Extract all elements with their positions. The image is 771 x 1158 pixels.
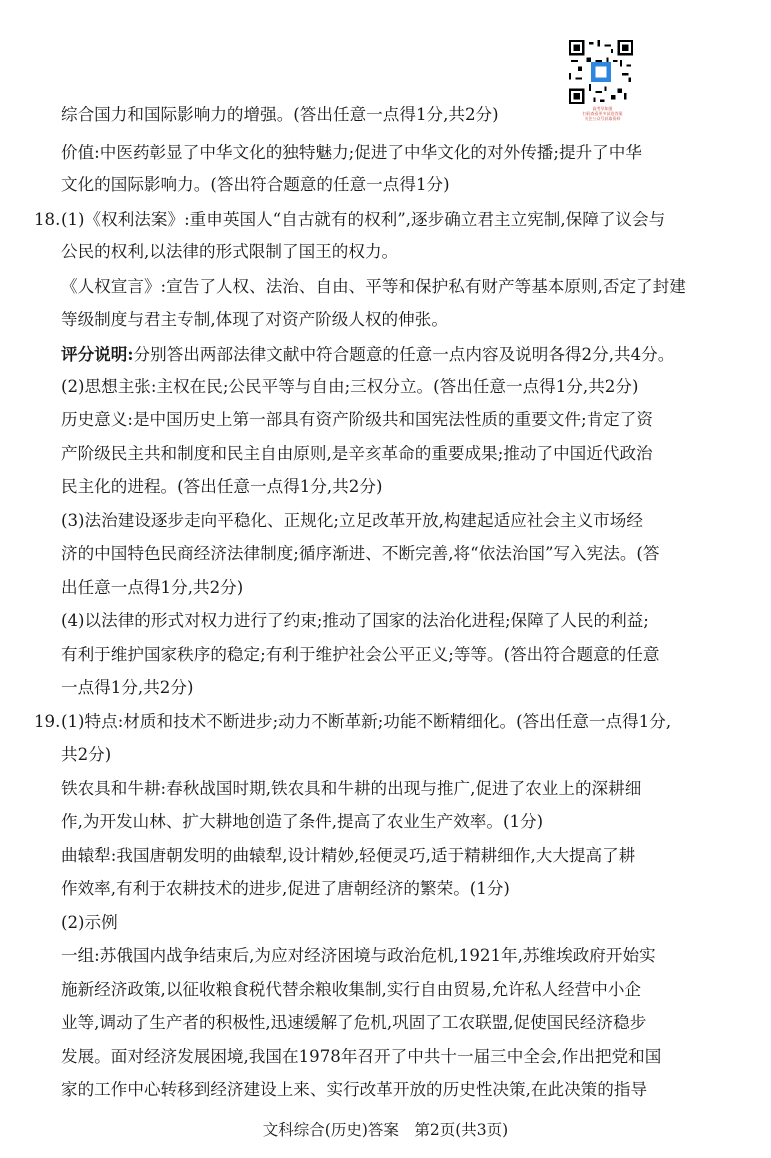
- page-footer: 文科综合(历史)答案 第2页(共3页): [262, 1121, 509, 1139]
- text-line: 一组:苏俄国内战争结束后,为应对经济困境与政治危机,1921年,苏维埃政府开始实: [61, 946, 656, 965]
- text-line: 作,为开发山林、扩大耕地创造了条件,提高了农业生产效率。(1分): [61, 812, 544, 831]
- text-line: 历史意义:是中国历史上第一部具有资产阶级共和国宪法性质的重要文件;肯定了资: [61, 410, 653, 429]
- qr-code-image: [569, 40, 633, 104]
- text-line: 发展。面对经济发展困境,我国在1978年召开了中共十一届三中全会,作出把党和国: [61, 1047, 662, 1066]
- text-line: 产阶级民主共和制度和民主自由原则,是辛亥革命的重要成果;推动了中国近代政治: [61, 444, 653, 463]
- text-line: (1)特点:材质和技术不断进步;动力不断革新;功能不断精细化。(答出任意一点得1分,: [61, 712, 672, 731]
- text-line: (4)以法律的形式对权力进行了约束;推动了国家的法治化进程;保障了人民的利益;: [61, 611, 649, 630]
- text-line: 曲辕犁:我国唐朝发明的曲辕犁,设计精妙,轻便灵巧,适于精耕细作,大大提高了耕: [61, 846, 636, 865]
- text-line: 一点得1分,共2分): [61, 678, 194, 697]
- qr-caption: 高考早知道 扫码查看更多试卷答案 关注公众号获取资料: [582, 106, 623, 121]
- text-line: 文化的国际影响力。(答出符合题意的任意一点得1分): [61, 175, 450, 194]
- text-line: 济的中国特色民商经济法律制度;循序渐进、不断完善,将“依法治国”写入宪法。(答: [61, 544, 660, 563]
- text-line: 综合国力和国际影响力的增强。(答出任意一点得1分,共2分): [61, 105, 499, 124]
- qr-code-block: [565, 40, 640, 121]
- text-line: 等级制度与君主专制,体现了对资产阶级人权的伸张。: [61, 310, 448, 329]
- text-line: (1)《权利法案》:重申英国人“自古就有的权利”,逐步确立君主立宪制,保障了议会与: [61, 210, 666, 229]
- text-line: (2)思想主张:主权在民;公民平等与自由;三权分立。(答出任意一点得1分,共2分): [61, 377, 639, 396]
- question-number-18: 18.: [34, 210, 61, 229]
- text-line: 共2分): [61, 745, 112, 764]
- text-line: (2)示例: [61, 913, 118, 932]
- text-line: 家的工作中心转移到经济建设上来、实行改革开放的历史性决策,在此决策的指导: [61, 1080, 648, 1099]
- scoring-note: [61, 344, 674, 365]
- question-number-19: 19.: [34, 712, 61, 731]
- text-line: 作效率,有利于农耕技术的进步,促进了唐朝经济的繁荣。(1分): [61, 879, 510, 898]
- text-line: 有利于维护国家秩序的稳定;有利于维护社会公平正义;等等。(答出符合题意的任意: [61, 645, 660, 664]
- text-line: 出任意一点得1分,共2分): [61, 578, 244, 597]
- text-line: 公民的权利,以法律的形式限制了国王的权力。: [61, 242, 399, 261]
- text-line: 铁农具和牛耕:春秋战国时期,铁农具和牛耕的出现与推广,促进了农业上的深耕细: [61, 779, 642, 798]
- text-line: 《人权宣言》:宣告了人权、法治、自由、平等和保护私有财产等基本原则,否定了封建: [61, 277, 686, 296]
- text-line: (3)法治建设逐步走向平稳化、正规化;立足改革开放,构建起适应社会主义市场经: [61, 511, 643, 530]
- scoring-note-label: 评分说明:: [61, 344, 134, 364]
- text-line: 价值:中医药彰显了中华文化的独特魅力;促进了中华文化的对外传播;提升了中华: [61, 143, 642, 162]
- text-line: 施新经济政策,以征收粮食税代替余粮收集制,实行自由贸易,允许私人经营中小企: [61, 980, 642, 999]
- scoring-note-text: 分别答出两部法律文献中符合题意的任意一点内容及说明各得2分,共4分。: [133, 345, 675, 364]
- text-line: 业等,调动了生产者的积极性,迅速缓解了危机,巩固了工农联盟,促使国民经济稳步: [61, 1013, 647, 1032]
- text-line: 民主化的进程。(答出任意一点得1分,共2分): [61, 477, 383, 496]
